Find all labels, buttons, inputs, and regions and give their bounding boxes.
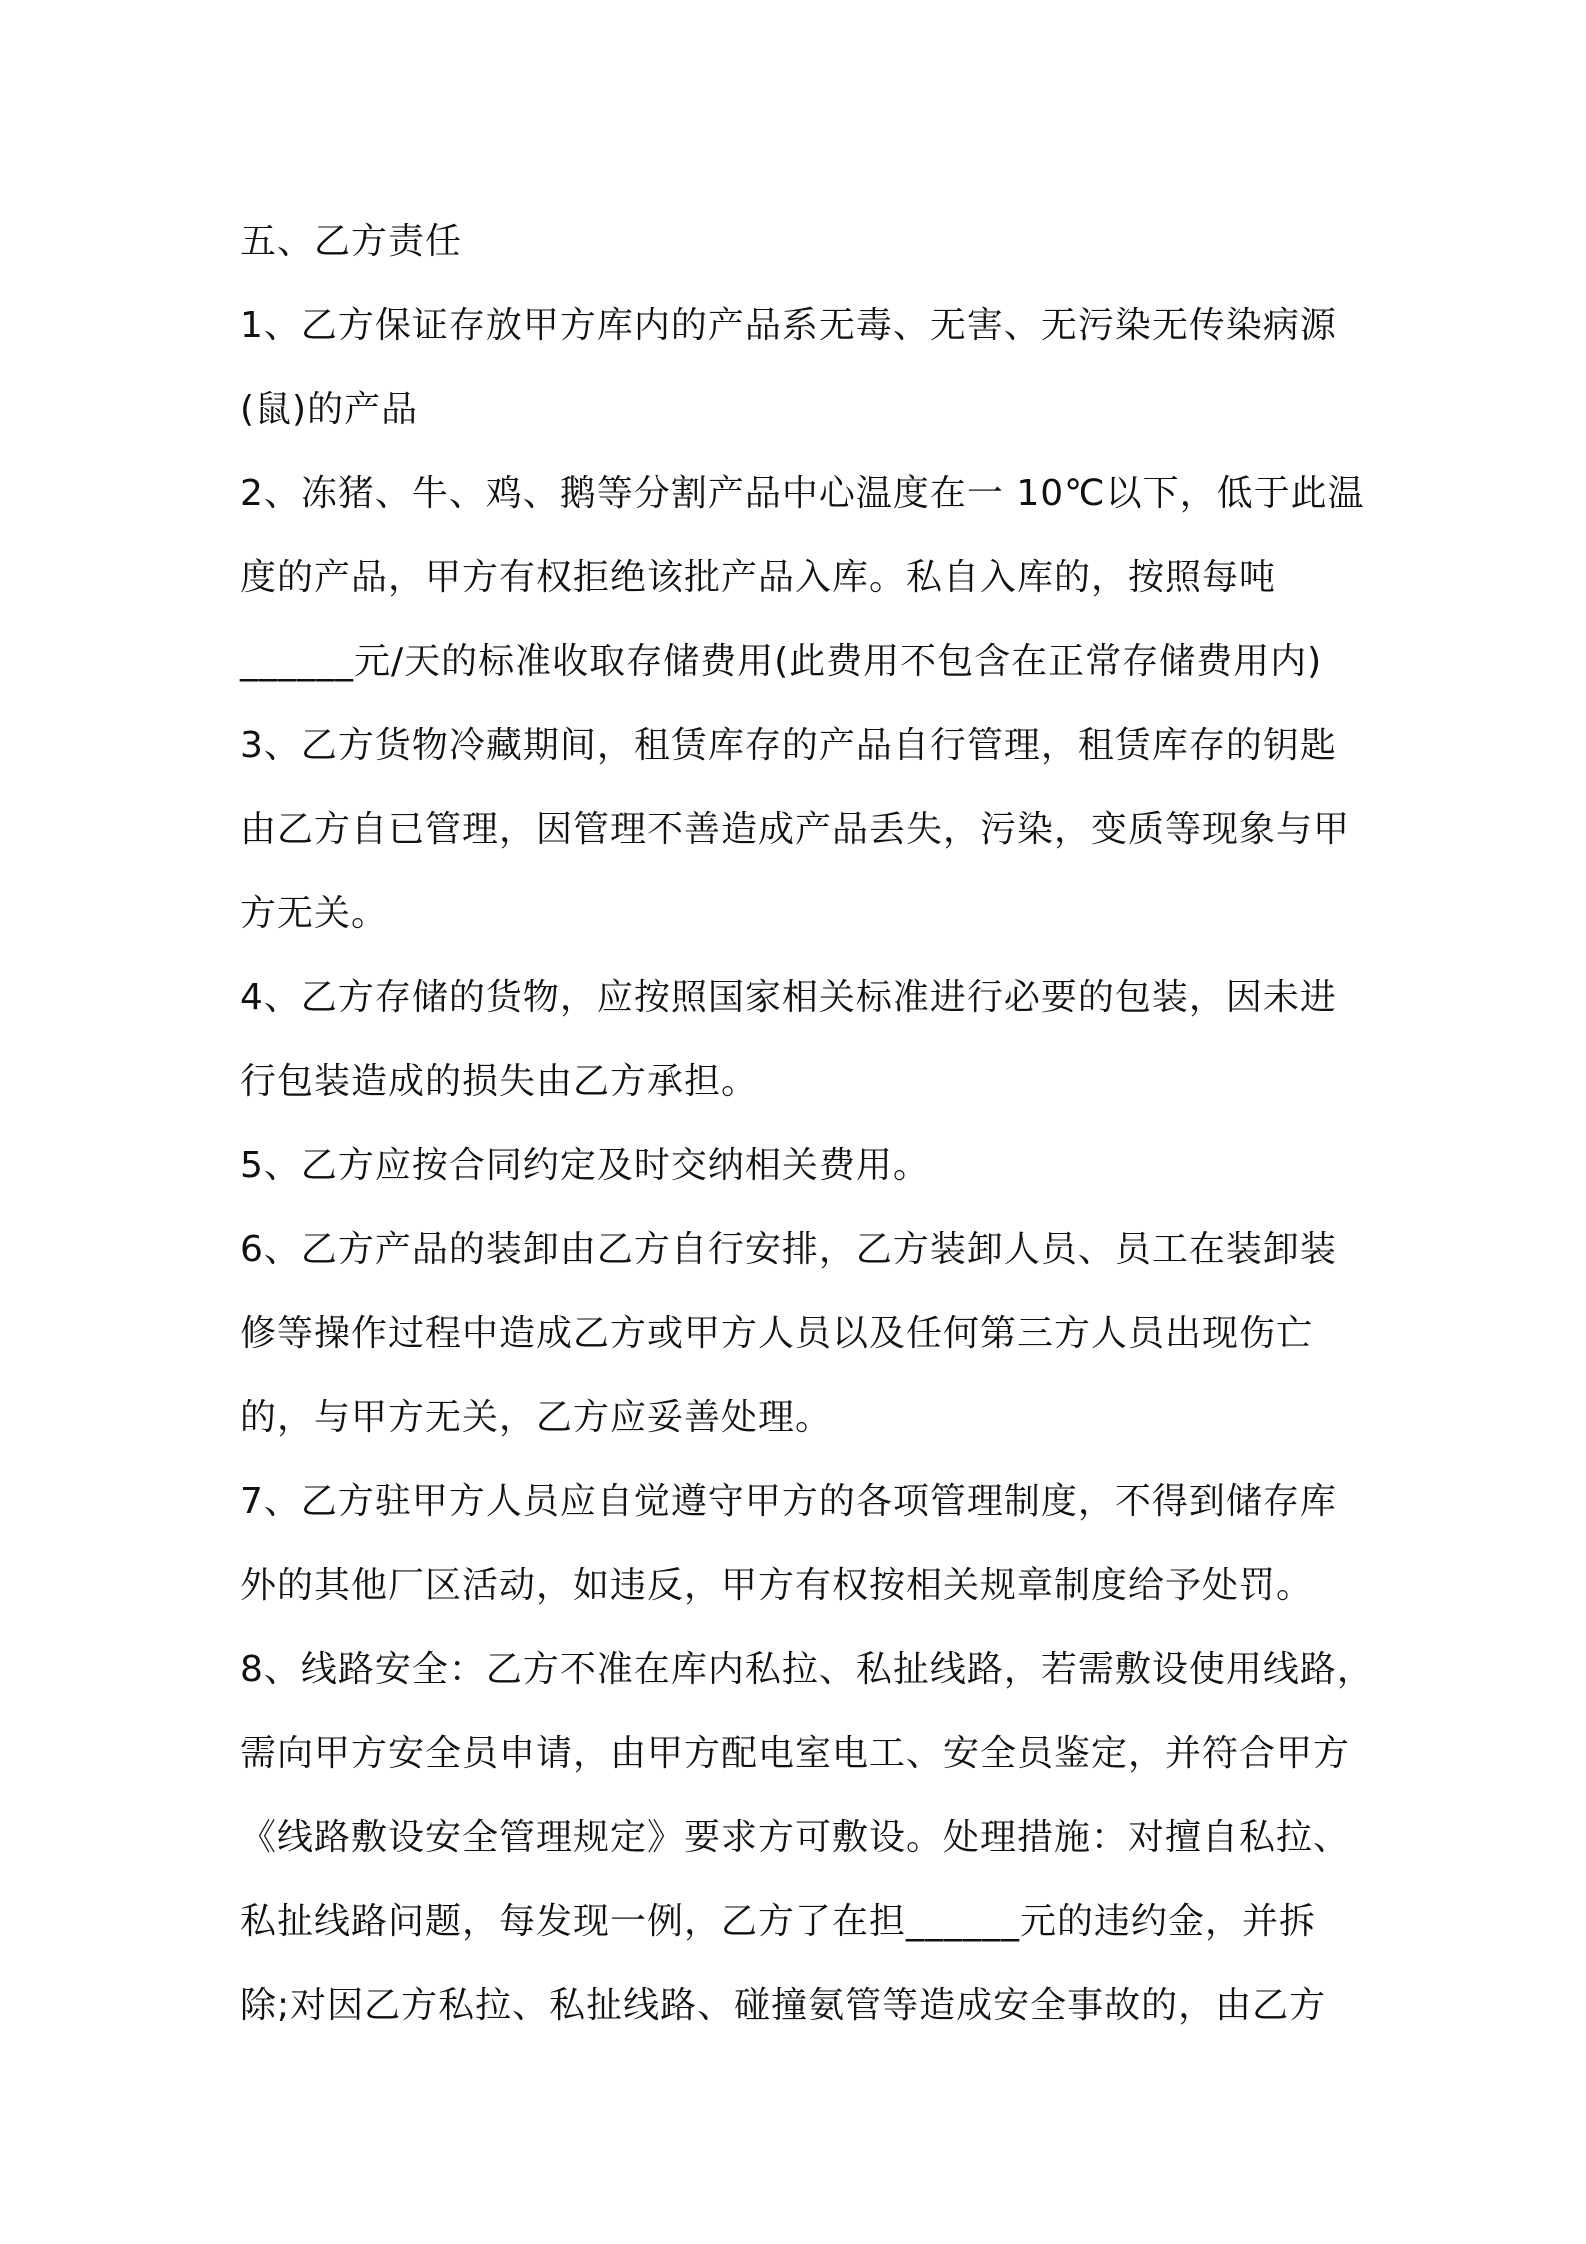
clause-2-line-2: 度的产品，甲方有权拒绝该批产品入库。私自入库的，按照每吨 [240, 557, 1277, 598]
clause-8-line-5: 除;对因乙方私拉、私扯线路、碰撞氨管等造成安全事故的，由乙方 [240, 1985, 1327, 2026]
clause-5-line-1: 5、乙方应按合同约定及时交纳相关费用。 [240, 1145, 930, 1186]
clause-8-line-3: 《线路敷设安全管理规定》要求方可敷设。处理措施：对擅自私拉、 [240, 1817, 1351, 1858]
clause-6-line-3: 的，与甲方无关，乙方应妥善处理。 [240, 1397, 833, 1438]
clause-3-line-1: 3、乙方货物冷藏期间，租赁库存的产品自行管理，租赁库存的钥匙 [240, 725, 1337, 766]
clause-7-line-1: 7、乙方驻甲方人员应自觉遵守甲方的各项管理制度，不得到储存库 [240, 1481, 1337, 1522]
clause-7-line-2: 外的其他厂区活动，如违反，甲方有权按相关规章制度给予处罚。 [240, 1565, 1314, 1606]
clause-6-line-1: 6、乙方产品的装卸由乙方自行安排，乙方装卸人员、员工在装卸装 [240, 1229, 1337, 1270]
clause-6-line-2: 修等操作过程中造成乙方或甲方人员以及任何第三方人员出现伤亡 [240, 1313, 1314, 1354]
document-body [240, 200, 1374, 2048]
clause-3-line-2: 由乙方自已管理，因管理不善造成产品丢失，污染，变质等现象与甲 [240, 809, 1351, 850]
clause-4-line-2: 行包装造成的损失由乙方承担。 [240, 1061, 759, 1102]
clause-8-line-2: 需向甲方安全员申请，由甲方配电室电工、安全员鉴定，并符合甲方 [240, 1733, 1351, 1774]
clause-8-line-4: 私扯线路问题，每发现一例，乙方了在担______元的违约金，并拆 [240, 1901, 1317, 1942]
clause-4-line-1: 4、乙方存储的货物，应按照国家相关标准进行必要的包装，因未进 [240, 977, 1337, 1018]
clause-8-line-1: 8、线路安全：乙方不准在库内私拉、私扯线路，若需敷设使用线路， [240, 1649, 1374, 1690]
clause-2-line-1: 2、冻猪、牛、鸡、鹅等分割产品中心温度在一 10℃以下，低于此温 [240, 473, 1365, 514]
clause-1-line-1: 1、乙方保证存放甲方库内的产品系无毒、无害、无污染无传染病源 [240, 305, 1337, 346]
section-heading: 五、乙方责任 [240, 221, 463, 262]
clause-3-line-3: 方无关。 [240, 893, 389, 934]
clause-2-line-3: ______元/天的标准收取存储费用(此费用不包含在正常存储费用内) [240, 641, 1323, 682]
clause-1-line-2: (鼠)的产品 [240, 389, 419, 430]
